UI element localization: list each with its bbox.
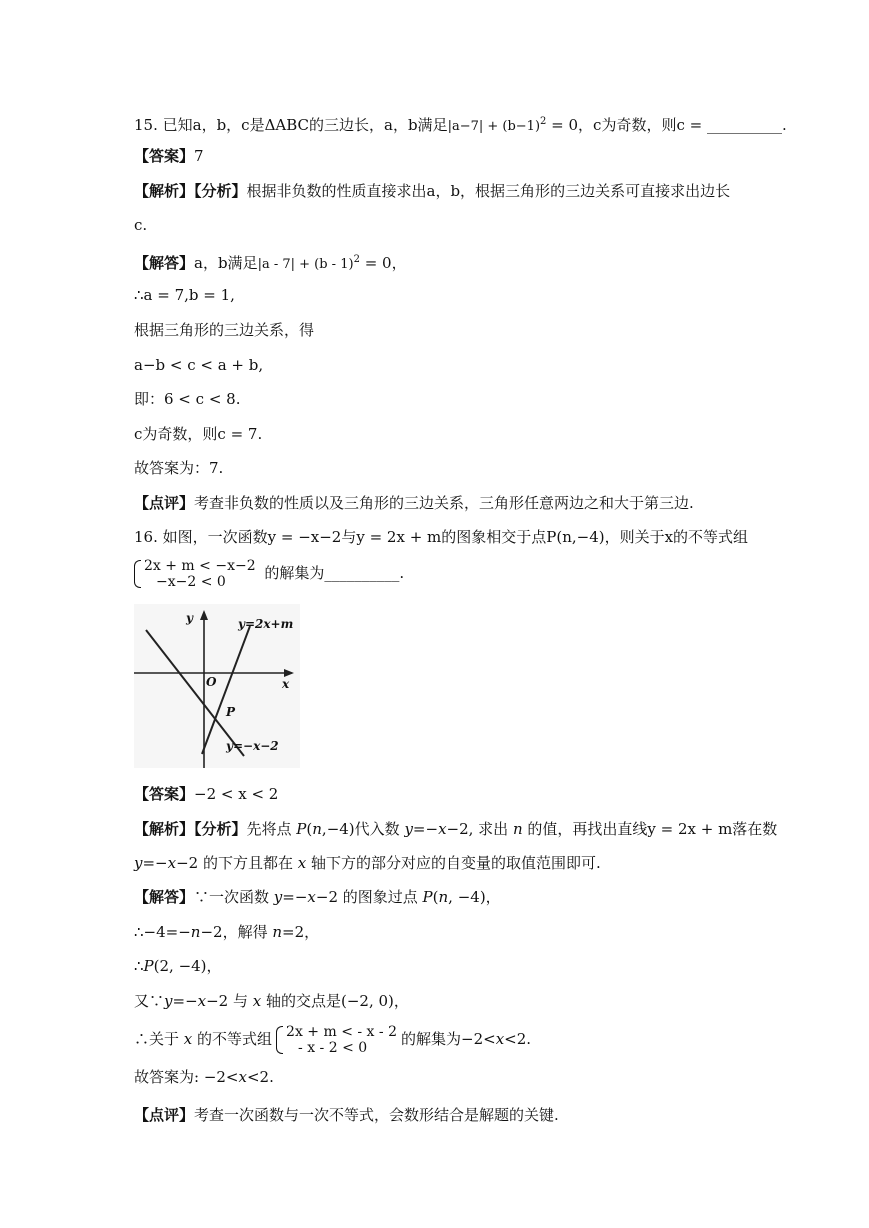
q16-step-1: ∴−4=−n−2，解得 n=2， bbox=[134, 923, 320, 941]
q16-step-4: ∴关于 x 的不等式组 2x + m < - x - 2 - x - 2 < 0 的解集为−2<x<2. bbox=[134, 1024, 532, 1056]
line2-label: y=−x−2 bbox=[226, 739, 279, 753]
q16-analysis-cont: y=−x−2 的下方且都在 x 轴下方的部分对应的自变量的取值范围即可. bbox=[134, 854, 601, 872]
q16-answer: 【答案】−2 < x < 2 bbox=[134, 785, 279, 803]
y-axis-label: y bbox=[186, 611, 193, 625]
q16-step-2: ∴P(2, −4)， bbox=[134, 957, 222, 975]
q15-comment: 【点评】考查非负数的性质以及三角形的三边关系，三角形任意两边之和大于第三边. bbox=[134, 494, 694, 512]
q15-answer: 【答案】7 bbox=[134, 147, 204, 165]
solution-inequality-system: 2x + m < - x - 2 - x - 2 < 0 bbox=[276, 1024, 397, 1056]
x-axis-label: x bbox=[282, 677, 290, 691]
q16-step-3: 又∵y=−x−2 与 x 轴的交点是(−2, 0)， bbox=[134, 992, 409, 1010]
q15-analysis: 【解析】【分析】根据非负数的性质直接求出a，b，根据三角形的三边关系可直接求出边长 bbox=[134, 182, 731, 200]
origin-label: O bbox=[206, 675, 217, 689]
function-graph bbox=[134, 604, 300, 768]
q15-step-6: 故答案为：7. bbox=[134, 459, 224, 477]
q15-step-4: 即：6 < c < 8. bbox=[134, 390, 241, 408]
q15-analysis-cont: c. bbox=[134, 216, 148, 234]
q16-inequality-system: 2x + m < −x−2 −x−2 < 0 的解集为__________. bbox=[134, 558, 404, 590]
q16-comment: 【点评】考查一次函数与一次不等式，会数形结合是解题的关键. bbox=[134, 1106, 559, 1124]
point-p-label: P bbox=[226, 705, 236, 719]
inequality-system: 2x + m < −x−2 −x−2 < 0 bbox=[134, 558, 256, 590]
q15-step-5: c为奇数，则c = 7. bbox=[134, 425, 263, 443]
q16-question: 16. 如图，一次函数y = −x−2与y = 2x + m的图象相交于点P(n,−4)，则关于x的不等式组 bbox=[134, 528, 749, 546]
q15-step-2: 根据三角形的三边关系，得 bbox=[134, 321, 315, 339]
q16-analysis: 【解析】【分析】先将点 P(n,−4)代入数 y=−x−2, 求出 n 的值，再找出直线y = 2x + m落在数 bbox=[134, 820, 778, 838]
q16-step-5: 故答案为: −2<x<2. bbox=[134, 1068, 274, 1086]
q15-question: 15. 已知a，b，c是ΔABC的三边长，a，b满足$|a-7| + (b-1)^2 = 0$，c为奇数，则c = __________. bbox=[134, 116, 787, 134]
q16-solution: 【解答】∵一次函数 y=−x−2 的图象过点 P(n, −4)， bbox=[134, 888, 501, 906]
q15-solution: 【解答】a，b满足|a - 7| + (b - 1)$^2$ = 0， bbox=[134, 254, 407, 272]
q15-step-3: a−b < c < a + b, bbox=[134, 356, 264, 374]
q15-step-1: ∴a = 7,b = 1, bbox=[134, 286, 235, 304]
line1-label: y=2x+m bbox=[238, 617, 294, 631]
